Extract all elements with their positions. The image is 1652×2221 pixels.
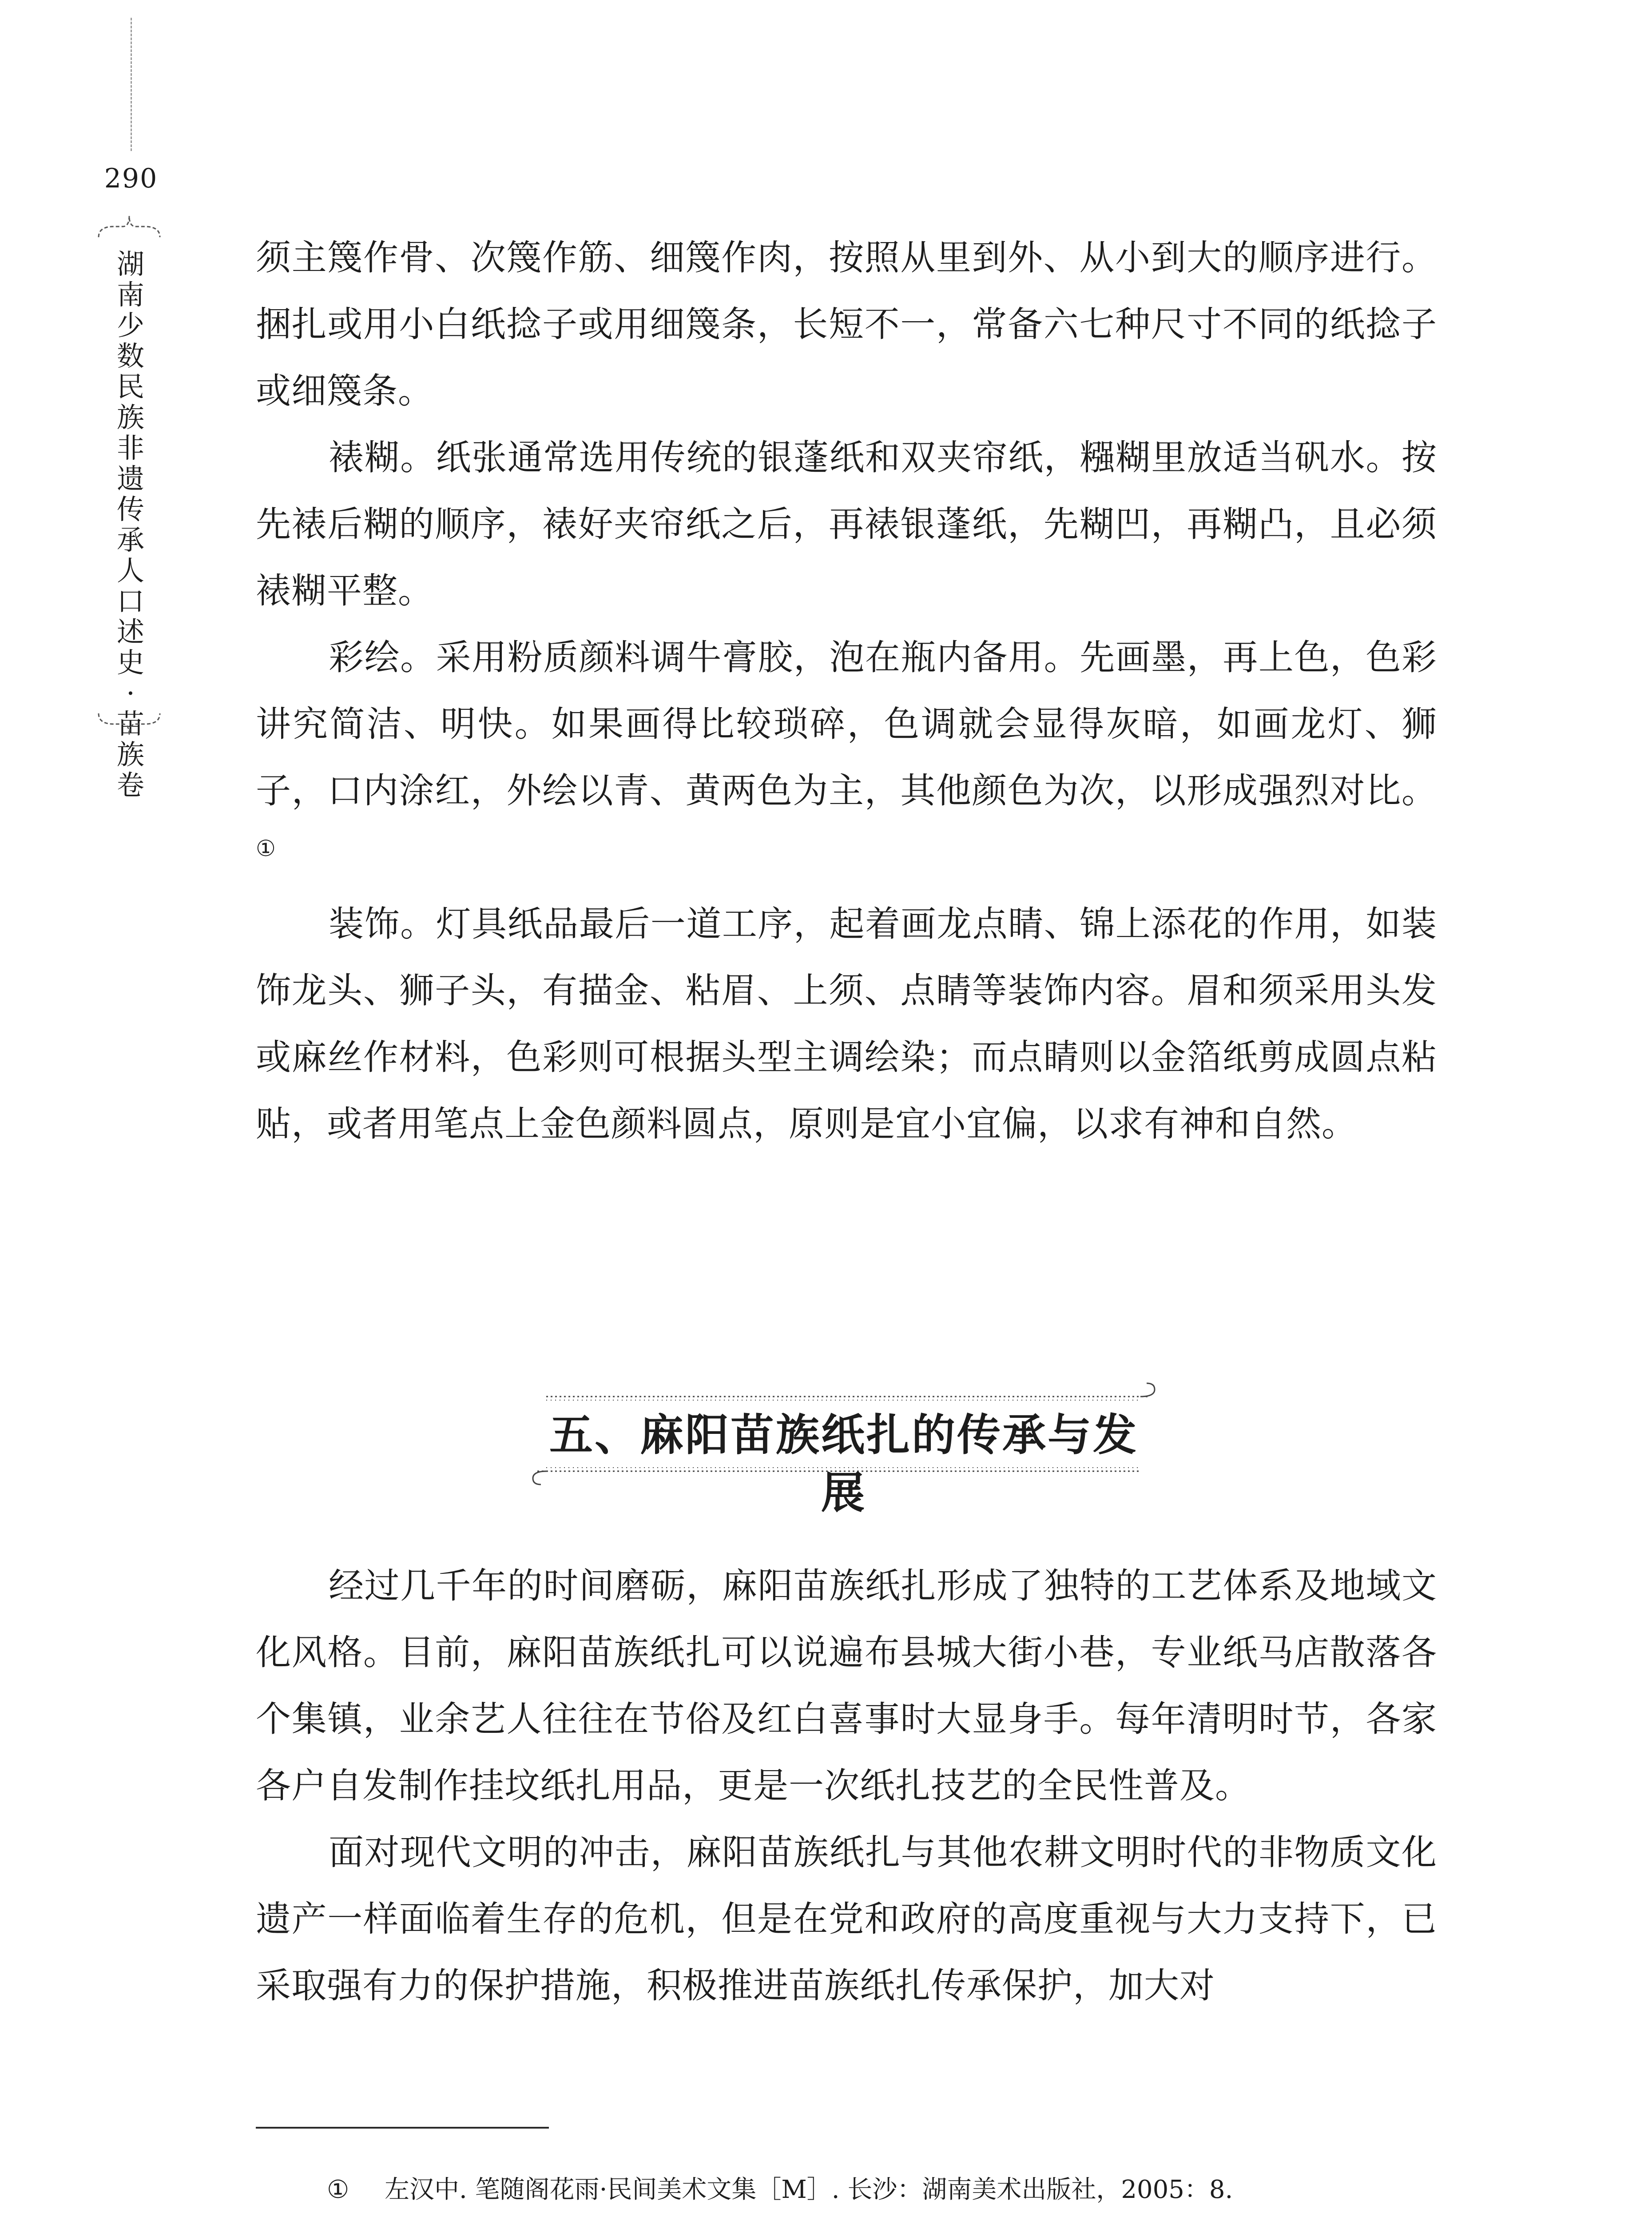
body-text-upper (256, 224, 1437, 1157)
paragraph-painting (256, 624, 1437, 891)
running-book-title: 湖南少数民族非遗传承人口述史·苗族卷 (116, 248, 144, 801)
paragraph-mounting: 裱糊。纸张通常选用传统的银蓬纸和双夹帘纸，糨糊里放适当矾水。按先裱后糊的顺序，裱好夹帘纸之后，再裱银蓬纸，先糊凹，再糊凸，且必须裱糊平整。 (256, 437, 1437, 611)
section-title: 五、麻阳苗族纸扎的传承与发展 (549, 1409, 1138, 1518)
footnote-reference: ① (256, 836, 276, 861)
paragraph-history: 经过几千年的时间磨砺，麻阳苗族纸扎形成了独特的工艺体系及地域文化风格。目前，麻阳苗族纸扎可以说遍布县城大街小巷，专业纸马店散落各个集镇，业余艺人往往在节俗及红白喜事时大显身手。每年清明时节，各家各户自发制作挂坟纸扎用品，更是一次纸扎技艺的全民性普及。 (256, 1565, 1437, 1806)
paragraph-decoration: 装饰。灯具纸品最后一道工序，起着画龙点睛、锦上添花的作用，如装饰龙头、狮子头，有描金、粘眉、上须、点睛等装饰内容。眉和须采用头发或麻丝作材料，色彩则可根据头型主调绘染；而点睛则以金箔纸剪成圆点粘贴，或者用笔点上金色颜料圆点，原则是宜小宜偏，以求有神和自然。 (256, 904, 1437, 1144)
body-text-lower (256, 1552, 1437, 2019)
footnote-mark: ① (327, 2175, 349, 2204)
footnote-separator (256, 2127, 549, 2129)
page-number: 290 (104, 163, 158, 194)
paragraph-modern-challenge: 面对现代文明的冲击，麻阳苗族纸扎与其他农耕文明时代的非物质文化遗产一样面临着生存的危机，但是在党和政府的高度重视与大力支持下，已采取强有力的保护措施，积极推进苗族纸扎传承保护，加大对 (256, 1832, 1437, 2006)
margin-dashed-rule (131, 18, 132, 151)
margin-bracket-bottom (96, 711, 163, 737)
section-heading (528, 1377, 1159, 1518)
paragraph-continued: 须主篾作骨、次篾作筋、细篾作肉，按照从里到外、从小到大的顺序进行。捆扎或用小白纸捻子或用细篾条，长短不一，常备六七种尺寸不同的纸捻子或细篾条。 (256, 237, 1437, 411)
footnote-text: 左汉中. 笔随阁花雨·民间美术文集［M］. 长沙：湖南美术出版社，2005：8. (385, 2175, 1233, 2204)
margin-bracket-top (96, 213, 163, 240)
paragraph-painting-text: 彩绘。采用粉质颜料调牛膏胶，泡在瓶内备用。先画墨，再上色，色彩讲究简洁、明快。如果画得比较琐碎，色调就会显得灰暗，如画龙灯、狮子，口内涂红，外绘以青、黄两色为主，其他颜色为次，以形成强烈对比。 (256, 637, 1437, 811)
footnote (327, 2172, 1393, 2208)
